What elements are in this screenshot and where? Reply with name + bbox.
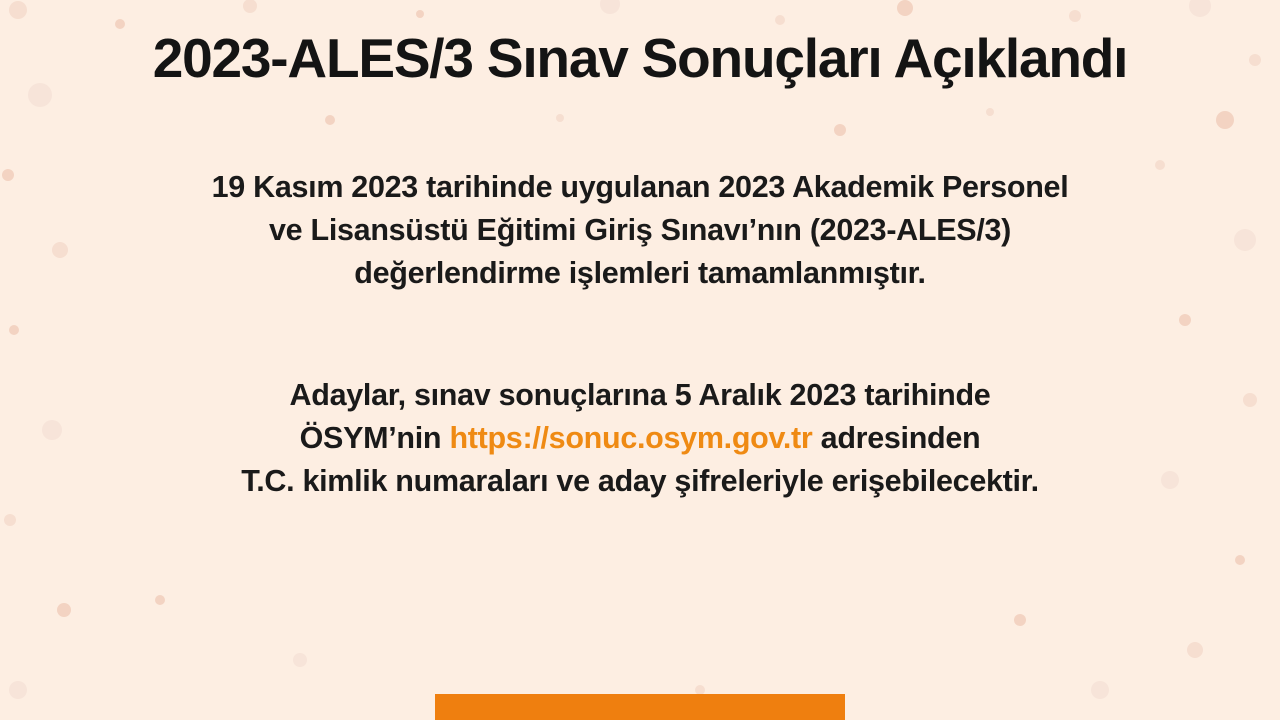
announcement-paragraph-2 — [40, 374, 1240, 504]
page-title: 2023-ALES/3 Sınav Sonuçları Açıklandı — [152, 27, 1128, 89]
results-url-link[interactable]: https://sonuc.osym.gov.tr — [449, 420, 813, 455]
paragraph-2-line-2-prefix: ÖSYM’nin — [299, 420, 450, 455]
paragraph-1-line-2: ve Lisansüstü Eğitimi Giriş Sınavı’nın (2023-ALES/3) — [268, 213, 1012, 248]
bottom-accent-bar — [435, 694, 845, 720]
paragraph-1-line-3: değerlendirme işlemleri tamamlanmıştır. — [354, 256, 926, 291]
paragraph-1-line-1: 19 Kasım 2023 tarihinde uygulanan 2023 Akademik Personel — [211, 169, 1069, 204]
announcement-paragraph-1 — [40, 166, 1240, 296]
paragraph-2-line-1: Adaylar, sınav sonuçlarına 5 Aralık 2023 tarihinde — [289, 377, 991, 412]
paragraph-2-line-3: T.C. kimlik numaraları ve aday şifreleriyle erişebilecektir. — [241, 464, 1039, 499]
paragraph-2-line-2-suffix: adresinden — [812, 420, 981, 455]
